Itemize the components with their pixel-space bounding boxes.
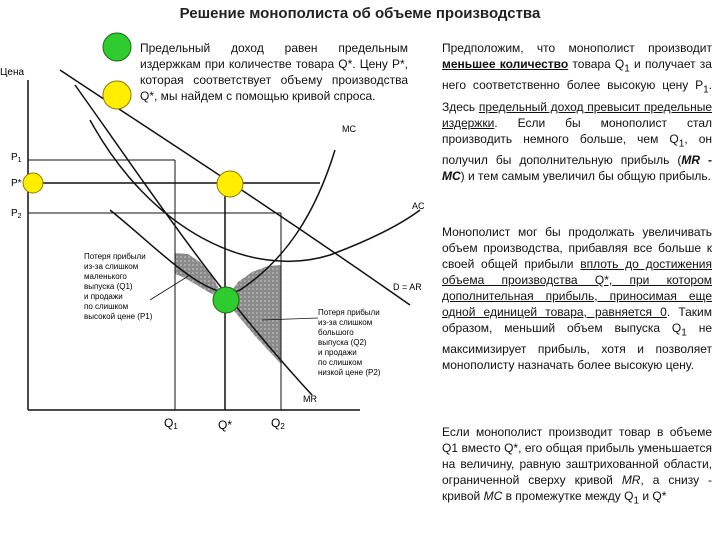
loss-left-line: и продажи [84, 292, 123, 301]
loss-left-line: по слишком [84, 302, 129, 311]
q2-label: Q2 [271, 416, 285, 431]
paragraph-smaller-output: Предположим, что монополист производит меньшее количество товара $Q_1$ и получает за него соответственно более высокую цену $P_1$. Здесь предельный доход превысит предельные издержки. Если бы монополист стал производить немного больше, чем $Q_1$, он получил бы дополнительную прибыль (MR - MC) и тем самым увеличил бы общую прибыль. [442, 41, 713, 184]
loss-left-annotation [84, 252, 153, 321]
mr-label: MR [303, 394, 317, 404]
mc-label: MC [342, 124, 356, 134]
p2-label: $P_2$ [11, 208, 22, 220]
pstar-label: P* [11, 178, 22, 189]
loss-right-line: низкой цене (P2) [318, 368, 381, 377]
loss-left-line: из-за слишком [84, 262, 139, 271]
pstar-axis-yellow-dot [23, 173, 43, 193]
loss-left-line: Потеря прибыли [84, 252, 146, 261]
p1-label: $P_1$ [11, 152, 22, 164]
loss-right-line: большого [318, 328, 354, 337]
loss-left-line: выпуска (Q1) [84, 282, 133, 291]
paragraph-increase-output: Монополист мог бы продолжать увеличивать объем производства, прибавляя все больше к своей общей прибыли вплоть до достижения объема производства Q*, при котором дополнительная прибыль, приносимая еще одной единицей товара, равняется 0. Таким образом, меньший объем выпуска $Q_1$ не максимизирует прибыль, хотя и позволяет монополисту назначать более высокую цену. [442, 225, 713, 373]
intro-green-dot [103, 33, 131, 61]
loss-right-line: и продажи [318, 348, 357, 357]
ac-curve [90, 120, 420, 261]
loss-right-line: выпуска (Q2) [318, 338, 367, 347]
mc-curve [110, 150, 335, 293]
loss-left-pointer [150, 275, 190, 300]
loss-right-line: по слишком [318, 358, 363, 367]
loss-right-annotation [318, 308, 381, 377]
demand-label: D = AR [393, 282, 422, 292]
ac-label: AC [412, 201, 425, 211]
loss-right-line: из-за слишком [318, 318, 373, 327]
intro-text: Предельный доход равен предельным издержкам при количестве товара Q*. Цену P*, которая соответствует объему производства Q*, мы найдем с помощью кривой спроса. [140, 41, 408, 103]
loss-left-line: высокой цене (P1) [84, 312, 153, 321]
demand-point-yellow-dot [217, 171, 243, 197]
mr-mc-intersection-green-dot [213, 287, 239, 313]
loss-left-line: маленького [84, 272, 127, 281]
paragraph-profit-loss: Если монополист производит товар в объеме Q1 вместо Q*, его общая прибыль уменьшается на величину, равную заштрихованной области, ограниченной сверху кривой MR, а снизу - кривой MC в промежутке между $Q_1$ и Q* [442, 425, 713, 507]
intro-yellow-dot [103, 81, 131, 109]
y-axis-label: Цена [0, 67, 25, 78]
page-title: Решение монополиста об объеме производства [179, 5, 541, 22]
loss-right-line: Потеря прибыли [318, 308, 380, 317]
q1-label: Q1 [164, 416, 178, 431]
qstar-label: Q* [218, 418, 233, 432]
